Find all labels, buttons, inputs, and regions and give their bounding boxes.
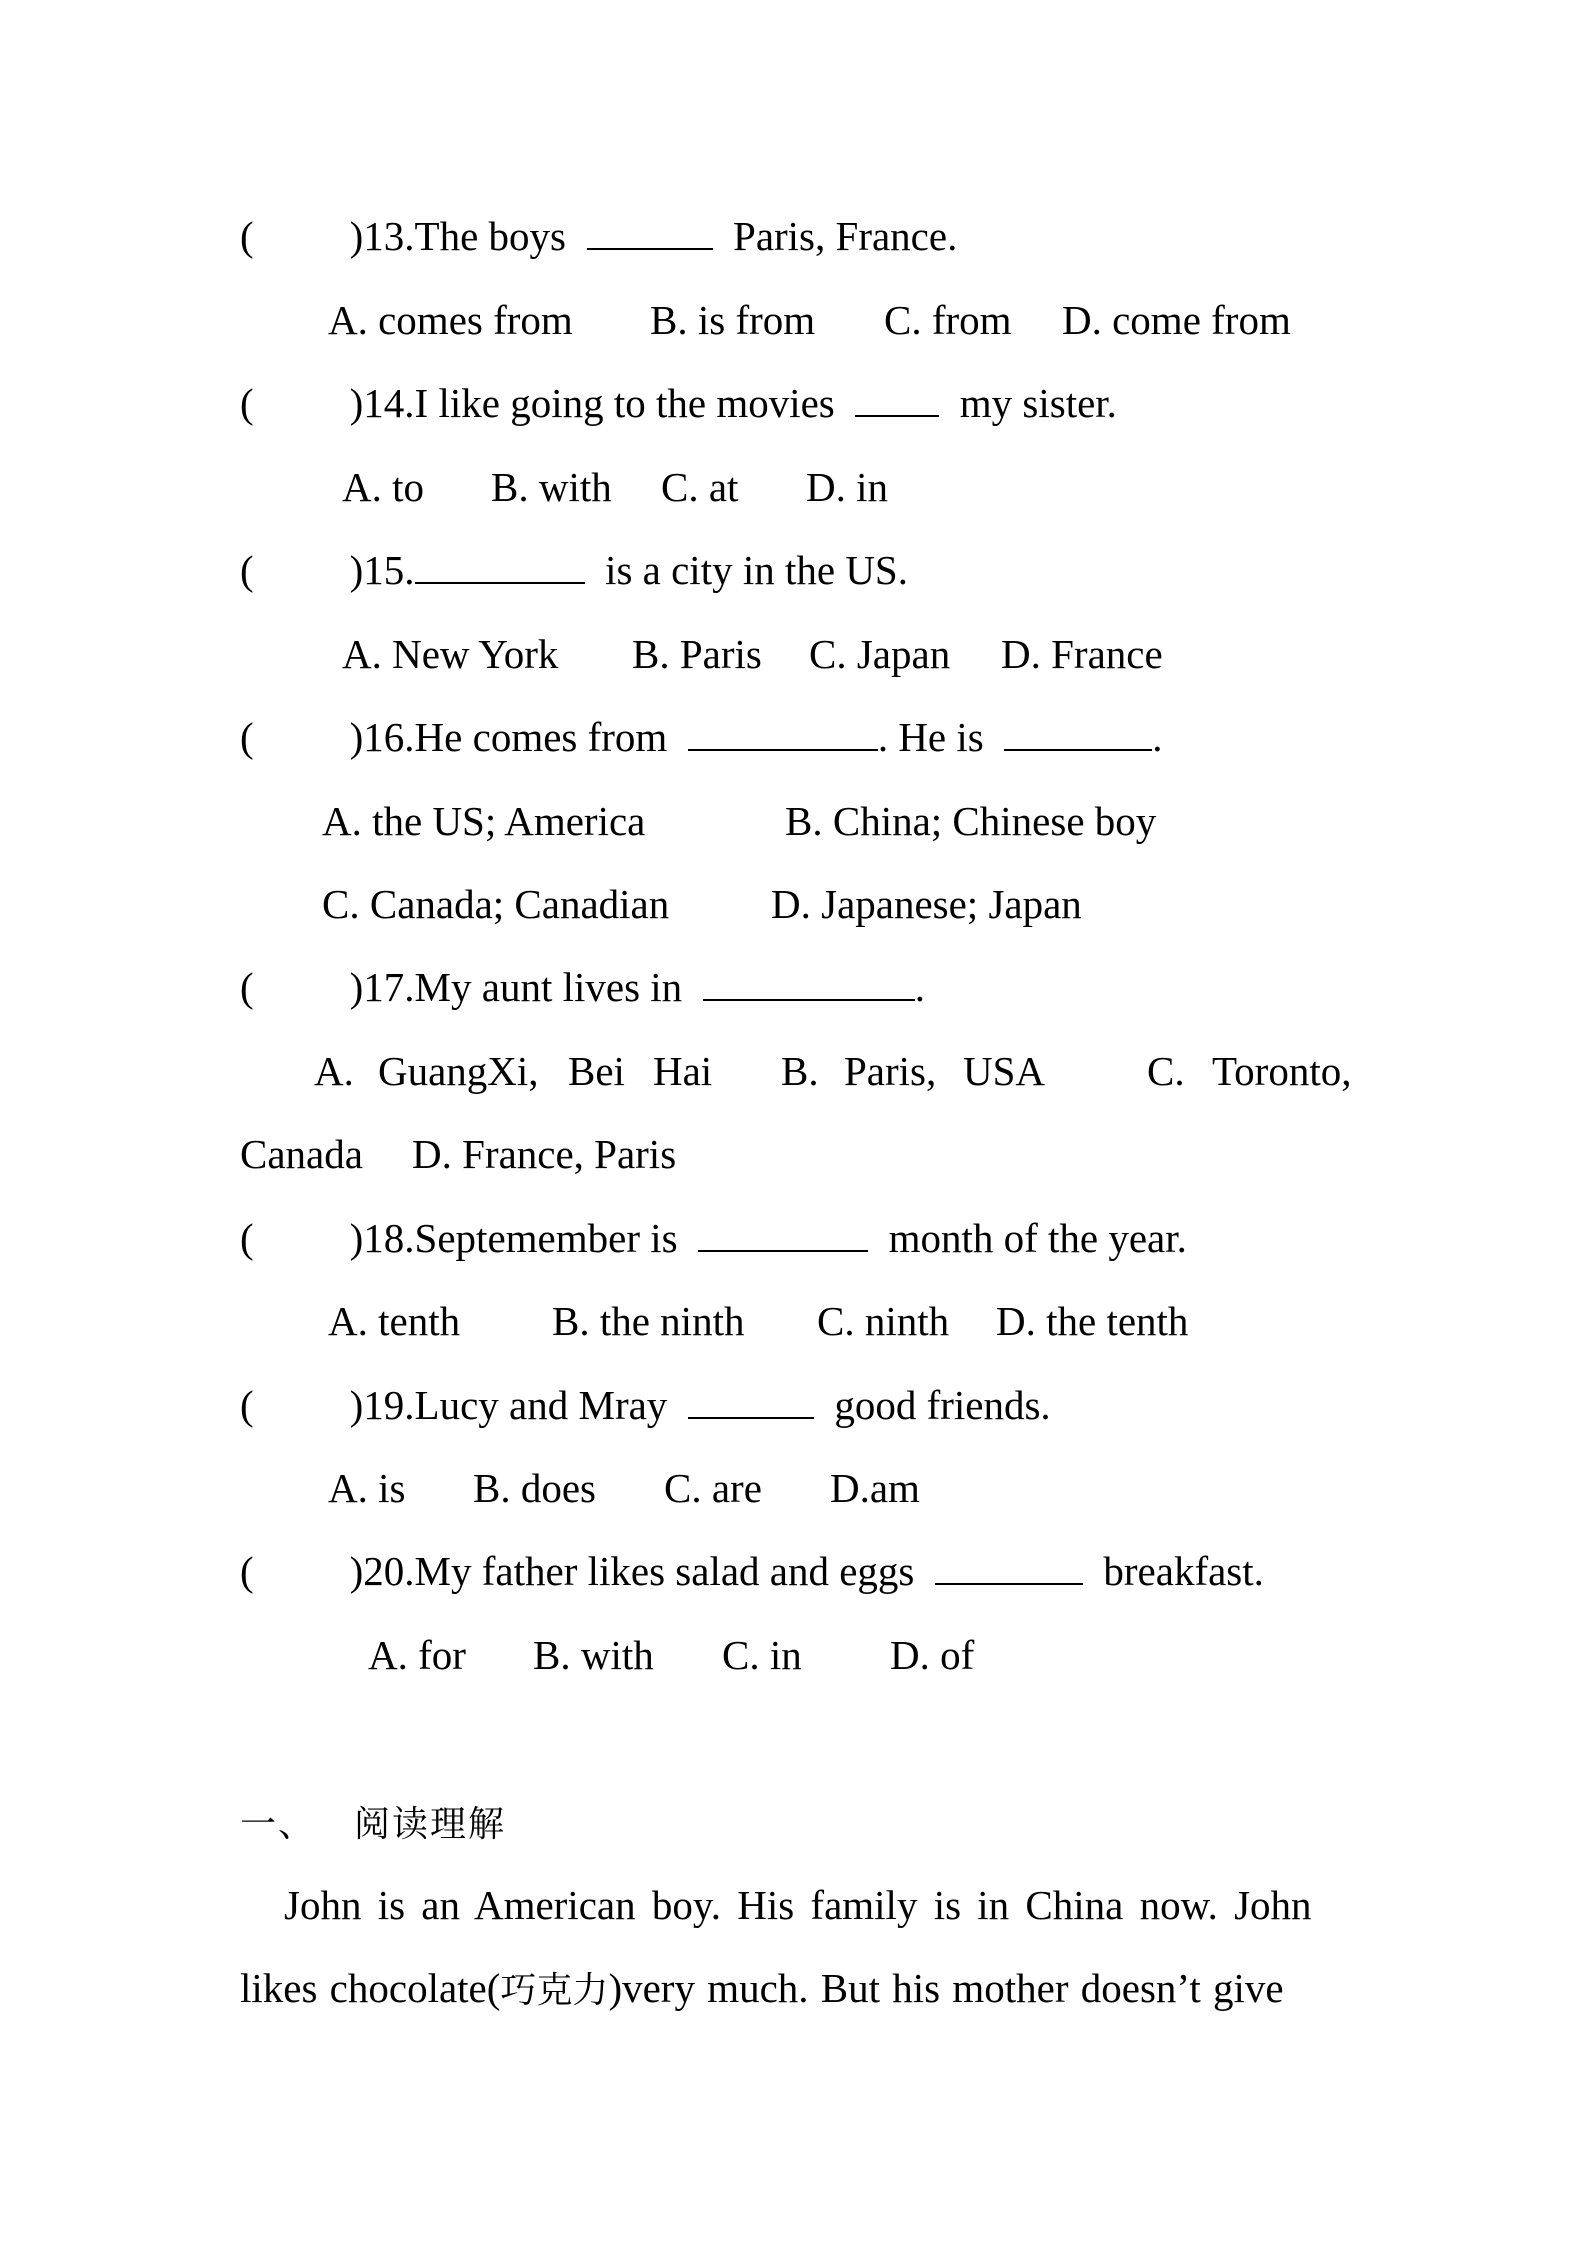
answer-blank <box>698 1216 868 1252</box>
answer-paren: ( <box>240 213 254 259</box>
question-text: is a city in the US. <box>605 547 908 593</box>
question-14-option-c: C. at <box>661 464 739 510</box>
passage-line-2 <box>240 1964 1284 2015</box>
question-16-option-a: A. the US; America <box>322 798 646 844</box>
answer-blank <box>1004 715 1152 751</box>
question-16-option-d: D. Japanese; Japan <box>771 881 1082 927</box>
question-17-option-a-word: Bei <box>568 1048 625 1094</box>
question-15-option-d: D. France <box>1001 631 1163 677</box>
question-16-stem <box>240 713 1162 761</box>
question-text: breakfast. <box>1103 1548 1264 1594</box>
question-19-stem <box>240 1381 1051 1429</box>
answer-paren: ( <box>240 547 254 593</box>
question-18-stem <box>240 1214 1187 1262</box>
question-text: )18.Septemember is <box>349 1215 678 1261</box>
question-14-option-b: B. with <box>491 464 612 510</box>
question-19-option-c: C. are <box>664 1465 762 1511</box>
question-13-stem <box>240 212 957 260</box>
question-20-option-c: C. in <box>722 1632 802 1678</box>
question-13-option-b: B. is from <box>650 297 816 343</box>
section-number: 一、 <box>240 1804 317 1845</box>
question-17-option-d: D. France, Paris <box>412 1131 677 1177</box>
question-text: )14.I like going to the movies <box>349 380 835 426</box>
answer-blank <box>688 1383 814 1419</box>
question-text: Paris, France. <box>733 213 958 259</box>
question-20-option-d: D. of <box>890 1632 975 1678</box>
answer-blank <box>935 1549 1083 1585</box>
question-text: )17.My aunt lives in <box>349 964 683 1010</box>
question-18-option-d: D. the tenth <box>996 1298 1189 1344</box>
question-15-option-a: A. New York <box>342 631 559 677</box>
question-13-option-a: A. comes from <box>328 297 573 343</box>
question-19-option-b: B. does <box>473 1465 596 1511</box>
answer-blank <box>703 965 915 1001</box>
question-18-option-a: A. tenth <box>328 1298 461 1344</box>
answer-blank <box>587 214 713 250</box>
answer-paren: ( <box>240 1548 254 1594</box>
question-20-stem <box>240 1547 1264 1595</box>
question-15-option-c: C. Japan <box>809 631 951 677</box>
question-18-option-b: B. the ninth <box>552 1298 745 1344</box>
answer-paren: ( <box>240 380 254 426</box>
question-17-stem <box>240 963 925 1011</box>
question-text: )20.My father likes salad and eggs <box>349 1548 915 1594</box>
answer-paren: ( <box>240 964 254 1010</box>
question-13-option-d: D. come from <box>1062 297 1291 343</box>
answer-blank <box>855 381 939 417</box>
passage-line-1: John is an American boy. His family is in China now. John <box>284 1882 1312 1928</box>
question-20-option-a: A. for <box>368 1632 466 1678</box>
passage-cjk-gloss: 巧克力 <box>500 1970 609 2011</box>
question-text: )16.He comes from <box>349 714 668 760</box>
answer-blank <box>688 715 878 751</box>
section-heading <box>240 1798 506 1849</box>
question-17-option-b-word: USA <box>963 1048 1046 1094</box>
passage-text: likes chocolate( <box>240 1965 501 2011</box>
question-17-option-c-word: Canada <box>240 1131 363 1177</box>
question-text: month of the year. <box>888 1215 1187 1261</box>
question-14-option-a: A. to <box>342 464 424 510</box>
question-15-stem <box>240 546 908 594</box>
question-17-option-b-word: Paris, <box>844 1048 937 1094</box>
question-13-option-c: C. from <box>884 297 1012 343</box>
question-17-option-c-label: C. <box>1147 1048 1185 1094</box>
question-text: good friends. <box>834 1382 1051 1428</box>
question-17-option-a-label: A. <box>314 1048 354 1094</box>
question-text: my sister. <box>959 380 1117 426</box>
question-15-option-b: B. Paris <box>632 631 762 677</box>
question-text: )15. <box>349 547 415 593</box>
answer-paren: ( <box>240 1215 254 1261</box>
question-20-option-b: B. with <box>533 1632 654 1678</box>
question-19-option-a: A. is <box>328 1465 406 1511</box>
question-17-option-a-word: Hai <box>653 1048 713 1094</box>
question-19-option-d: D.am <box>830 1465 920 1511</box>
question-14-stem <box>240 379 1117 427</box>
answer-paren: ( <box>240 1382 254 1428</box>
question-text: . <box>1152 714 1163 760</box>
answer-paren: ( <box>240 714 254 760</box>
question-17-option-c-word: Toronto, <box>1212 1048 1352 1094</box>
answer-blank <box>415 548 585 584</box>
question-16-option-c: C. Canada; Canadian <box>322 881 670 927</box>
question-16-option-b: B. China; Chinese boy <box>785 798 1157 844</box>
question-text: . He is <box>877 714 984 760</box>
question-text: )19.Lucy and Mray <box>349 1382 668 1428</box>
question-text: )13.The boys <box>349 213 567 259</box>
question-text: . <box>914 964 925 1010</box>
question-17-option-a-word: GuangXi, <box>378 1048 539 1094</box>
question-14-option-d: D. in <box>806 464 888 510</box>
section-title: 阅读理解 <box>354 1804 507 1845</box>
passage-text: )very much. But his mother doesn’t give <box>608 1965 1284 2011</box>
question-18-option-c: C. ninth <box>817 1298 950 1344</box>
question-17-option-b-label: B. <box>781 1048 819 1094</box>
